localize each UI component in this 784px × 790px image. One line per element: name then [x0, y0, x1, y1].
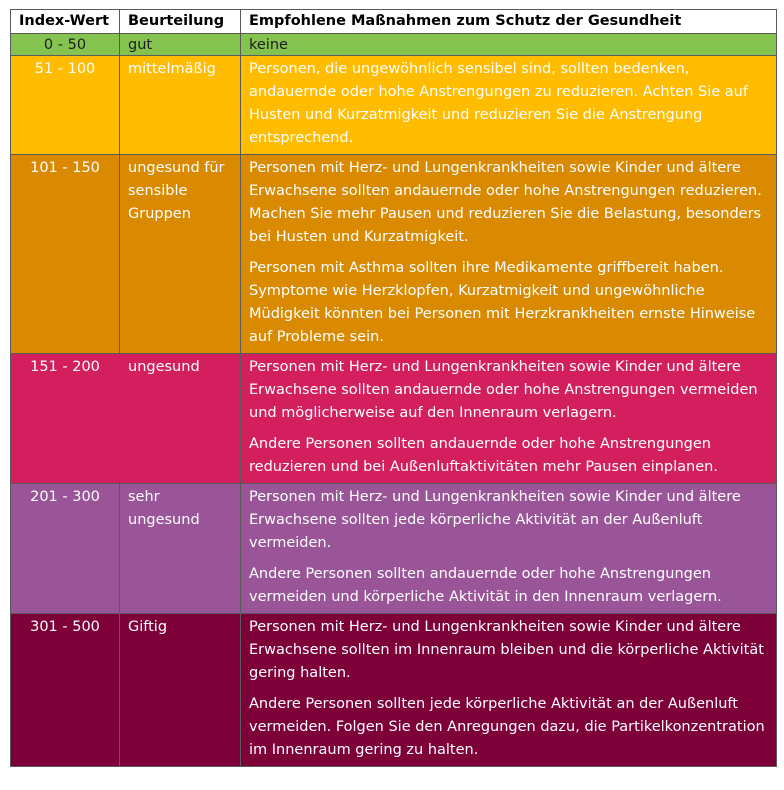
- index-cell: 301 - 500: [11, 614, 120, 767]
- table-row-giftig: [11, 614, 777, 767]
- measures-cell: [241, 614, 777, 767]
- index-cell: 201 - 300: [11, 484, 120, 614]
- aqi-table: [10, 9, 777, 767]
- measure-text: Andere Personen sollten andauernde oder hohe Anstrengungen vermeiden und körperliche Aktivität in den Innenraum verlagern.: [249, 566, 722, 605]
- measure-text: Personen mit Herz- und Lungenkrankheiten sowie Kinder und ältere Erwachsene sollten andauernde oder hohe Anstrengungen vermeiden und möglicherweise auf den Innenraum verlagern.: [249, 359, 758, 421]
- rating-cell: sehr ungesund: [120, 484, 241, 614]
- table-row-mittelmaessig: [11, 56, 777, 155]
- header-index: Index-Wert: [11, 10, 120, 34]
- measure-text: Andere Personen sollten jede körperliche Aktivität an der Außenluft vermeiden. Folgen Sie den Anregungen dazu, die Partikelkonzentration im Innenraum gering zu halten.: [249, 696, 765, 758]
- header-rating: Beurteilung: [120, 10, 241, 34]
- aqi-table-container: [10, 9, 776, 767]
- measure-text: Personen mit Asthma sollten ihre Medikamente griffbereit haben. Symptome wie Herzklopfen, Kurzatmigkeit und ungewöhnliche Müdigkeit könnten bei Personen mit Herzkrankheiten ernste Hinweise auf Probleme sein.: [249, 260, 756, 345]
- rating-cell: gut: [120, 34, 241, 56]
- measure-text: Personen mit Herz- und Lungenkrankheiten sowie Kinder und ältere Erwachsene sollten andauernde oder hohe Anstrengungen reduzieren. Machen Sie mehr Pausen und reduzieren Sie die Belastung, besonders bei Husten und Kurzatmigkeit.: [249, 160, 762, 245]
- index-cell: 0 - 50: [11, 34, 120, 56]
- measure-text: keine: [249, 37, 288, 53]
- measure-text: Andere Personen sollten andauernde oder hohe Anstrengungen reduzieren und bei Außenluftaktivitäten mehr Pausen einplanen.: [249, 436, 718, 475]
- index-cell: 101 - 150: [11, 155, 120, 354]
- measures-cell: [241, 354, 777, 484]
- table-row-sehr-ungesund: [11, 484, 777, 614]
- rating-cell: mittelmäßig: [120, 56, 241, 155]
- table-row-gut: [11, 34, 777, 56]
- measure-text: Personen mit Herz- und Lungenkrankheiten sowie Kinder und ältere Erwachsene sollten jede körperliche Aktivität an der Außenluft vermeiden.: [249, 489, 741, 551]
- table-row-ungesund-sensible: [11, 155, 777, 354]
- table-row-ungesund: [11, 354, 777, 484]
- measures-cell: [241, 484, 777, 614]
- index-cell: 51 - 100: [11, 56, 120, 155]
- index-cell: 151 - 200: [11, 354, 120, 484]
- header-row: [11, 10, 777, 34]
- measures-cell: [241, 56, 777, 155]
- measures-cell: [241, 34, 777, 56]
- rating-cell: Giftig: [120, 614, 241, 767]
- measure-text: Personen mit Herz- und Lungenkrankheiten sowie Kinder und ältere Erwachsene sollten im Innenraum bleiben und die körperliche Aktivität gering halten.: [249, 619, 764, 681]
- measure-text: Personen, die ungewöhnlich sensibel sind, sollten bedenken, andauernde oder hohe Anstrengungen zu reduzieren. Achten Sie auf Husten und Kurzatmigkeit und reduzieren Sie die Anstrengung entsprechend.: [249, 61, 748, 146]
- measures-cell: [241, 155, 777, 354]
- rating-cell: ungesund: [120, 354, 241, 484]
- header-measures: Empfohlene Maßnahmen zum Schutz der Gesundheit: [241, 10, 777, 34]
- rating-cell: ungesund für sensible Gruppen: [120, 155, 241, 354]
